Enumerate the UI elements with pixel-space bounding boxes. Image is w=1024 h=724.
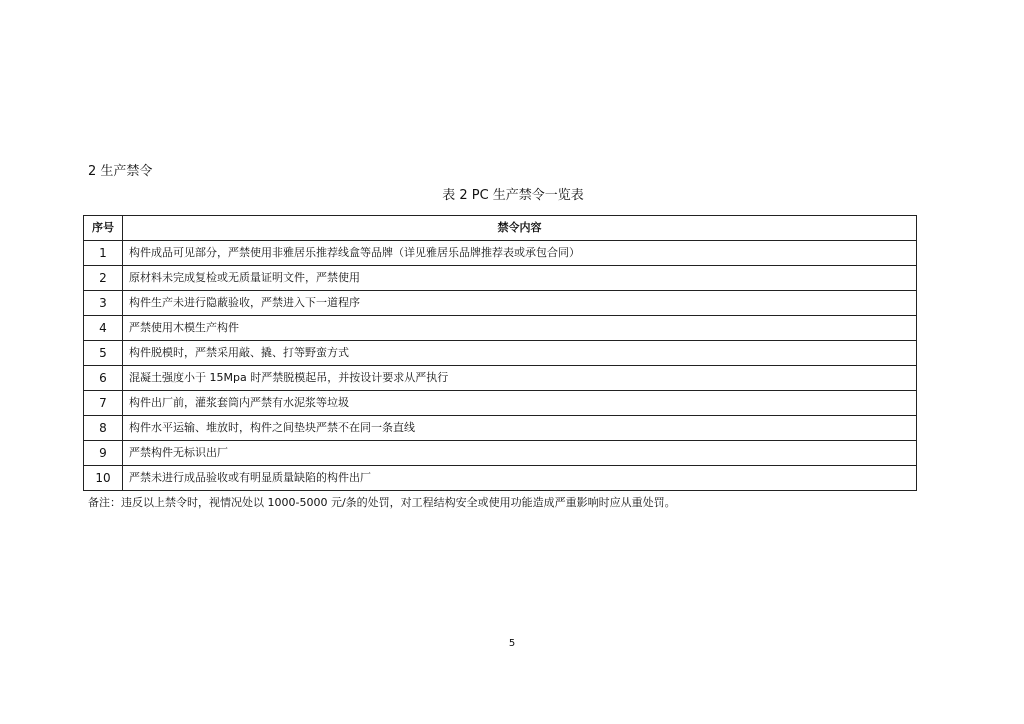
row-number: 9 [84, 441, 123, 466]
header-content: 禁令内容 [123, 216, 917, 241]
page-number: 5 [508, 638, 516, 649]
row-number: 5 [84, 341, 123, 366]
row-number: 10 [84, 466, 123, 491]
row-content: 构件生产未进行隐蔽验收，严禁进入下一道程序 [123, 291, 917, 316]
table-remark: 备注：违反以上禁令时，视情况处以 1000-5000 元/条的处罚，对工程结构安全或使用功能造成严重影响时应从重处罚。 [88, 496, 676, 509]
table-caption [0, 187, 1024, 205]
table-row [84, 316, 917, 341]
table-row [84, 241, 917, 266]
row-content: 构件脱模时，严禁采用敲、撬、打等野蛮方式 [123, 341, 917, 366]
header-number: 序号 [84, 216, 123, 241]
row-number: 8 [84, 416, 123, 441]
table-row [84, 266, 917, 291]
row-content: 严禁未进行成品验收或有明显质量缺陷的构件出厂 [123, 466, 917, 491]
table-caption-text: 表 2 PC 生产禁令一览表 [442, 188, 584, 203]
table-row [84, 441, 917, 466]
row-content: 混凝土强度小于 15Mpa 时严禁脱模起吊，并按设计要求从严执行 [123, 366, 917, 391]
table-row [84, 366, 917, 391]
section-heading: 2 生产禁令 [88, 164, 153, 179]
row-content: 原材料未完成复检或无质量证明文件，严禁使用 [123, 266, 917, 291]
row-number: 2 [84, 266, 123, 291]
row-content: 严禁构件无标识出厂 [123, 441, 917, 466]
prohibitions-table [83, 215, 917, 491]
row-content: 构件出厂前，灌浆套筒内严禁有水泥浆等垃圾 [123, 391, 917, 416]
row-number: 6 [84, 366, 123, 391]
row-number: 3 [84, 291, 123, 316]
row-content: 构件水平运输、堆放时，构件之间垫块严禁不在同一条直线 [123, 416, 917, 441]
table-row [84, 466, 917, 491]
row-content: 严禁使用木模生产构件 [123, 316, 917, 341]
table-row [84, 416, 917, 441]
row-number: 7 [84, 391, 123, 416]
row-number: 1 [84, 241, 123, 266]
table-header-row [84, 216, 917, 241]
table-row [84, 341, 917, 366]
table-row [84, 291, 917, 316]
row-number: 4 [84, 316, 123, 341]
table-row [84, 391, 917, 416]
row-content: 构件成品可见部分，严禁使用非雅居乐推荐线盒等品牌（详见雅居乐品牌推荐表或承包合同） [123, 241, 917, 266]
